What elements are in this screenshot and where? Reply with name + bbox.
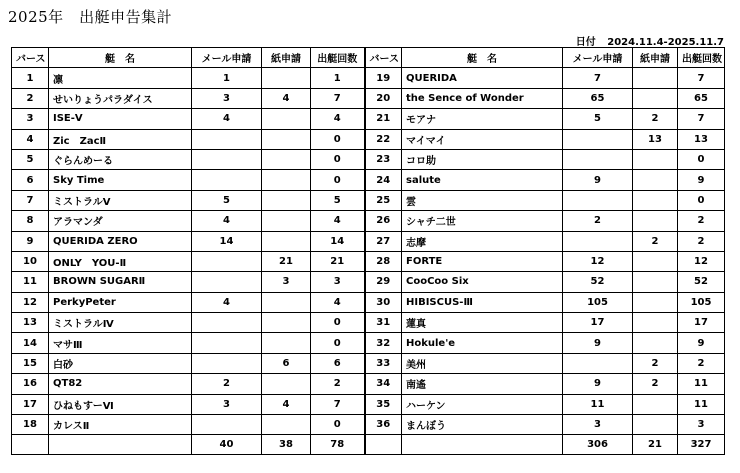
boat-name-cell: 凛 — [49, 68, 192, 88]
totals-row — [12, 435, 725, 455]
total-paper: 38 — [262, 435, 311, 455]
count-cell: 2 — [678, 231, 725, 251]
count-cell: 4 — [311, 292, 365, 312]
boat-name-cell: ミストラルⅤ — [49, 190, 192, 210]
berth-cell: 26 — [365, 211, 402, 231]
email-cell — [192, 149, 262, 169]
berth-cell: 22 — [365, 129, 402, 149]
paper-cell — [633, 292, 678, 312]
berth-cell: 32 — [365, 333, 402, 353]
paper-cell — [262, 190, 311, 210]
berth-cell: 16 — [12, 374, 49, 394]
table-row — [12, 374, 725, 394]
count-cell: 12 — [678, 251, 725, 271]
paper-cell — [262, 68, 311, 88]
email-cell: 5 — [192, 190, 262, 210]
boat-name-cell: PerkyPeter — [49, 292, 192, 312]
berth-cell: 3 — [12, 109, 49, 129]
count-cell: 7 — [678, 68, 725, 88]
boat-name-cell: まんぼう — [402, 415, 563, 435]
header-berth: バース — [12, 48, 49, 68]
count-cell: 2 — [678, 211, 725, 231]
boat-name-cell: せいりょうパラダイス — [49, 88, 192, 108]
paper-cell: 3 — [262, 272, 311, 292]
count-cell: 3 — [311, 272, 365, 292]
email-cell: 1 — [192, 68, 262, 88]
email-cell: 5 — [563, 109, 633, 129]
header-berth: バース — [365, 48, 402, 68]
email-cell — [192, 415, 262, 435]
table-row — [12, 251, 725, 271]
boat-name-cell: アラマンダ — [49, 211, 192, 231]
boat-name-cell: Hokule'e — [402, 333, 563, 353]
boat-name-cell: ハーケン — [402, 394, 563, 414]
email-cell: 12 — [563, 251, 633, 271]
boat-name-cell: カレスⅡ — [49, 415, 192, 435]
boat-name-cell: Zic ZacⅡ — [49, 129, 192, 149]
header-count: 出艇回数 — [311, 48, 365, 68]
boat-name-cell: 美州 — [402, 353, 563, 373]
count-cell: 0 — [311, 170, 365, 190]
berth-cell: 13 — [12, 313, 49, 333]
email-cell: 3 — [192, 394, 262, 414]
boat-name-cell: the Sence of Wonder — [402, 88, 563, 108]
email-cell — [563, 231, 633, 251]
count-cell: 11 — [678, 394, 725, 414]
boat-name-cell: モアナ — [402, 109, 563, 129]
berth-cell: 27 — [365, 231, 402, 251]
boat-name-cell: HIBISCUS-Ⅲ — [402, 292, 563, 312]
berth-cell: 6 — [12, 170, 49, 190]
paper-cell — [262, 129, 311, 149]
boat-name-cell: CooCoo Six — [402, 272, 563, 292]
paper-cell — [633, 394, 678, 414]
boat-name-cell: コロ助 — [402, 149, 563, 169]
berth-cell: 9 — [12, 231, 49, 251]
count-cell: 0 — [311, 129, 365, 149]
header-boat-name: 艇 名 — [402, 48, 563, 68]
boat-name-cell: シャチ二世 — [402, 211, 563, 231]
header-email: メール申請 — [563, 48, 633, 68]
email-cell: 65 — [563, 88, 633, 108]
email-cell: 9 — [563, 333, 633, 353]
email-cell — [563, 190, 633, 210]
email-cell: 17 — [563, 313, 633, 333]
email-cell: 9 — [563, 170, 633, 190]
berth-cell: 23 — [365, 149, 402, 169]
berth-cell: 7 — [12, 190, 49, 210]
email-cell — [192, 170, 262, 190]
email-cell: 4 — [192, 109, 262, 129]
email-cell — [192, 333, 262, 353]
boat-name-cell: BROWN SUGARⅡ — [49, 272, 192, 292]
total-email: 40 — [192, 435, 262, 455]
count-cell: 65 — [678, 88, 725, 108]
page-title: 2025年 出艇申告集計 — [8, 8, 173, 26]
boat-name-cell: 白砂 — [49, 353, 192, 373]
email-cell: 3 — [563, 415, 633, 435]
total-email: 306 — [563, 435, 633, 455]
berth-cell: 28 — [365, 251, 402, 271]
count-cell: 7 — [311, 394, 365, 414]
table-row — [12, 272, 725, 292]
email-cell — [192, 313, 262, 333]
berth-cell: 1 — [12, 68, 49, 88]
boat-name-cell: FORTE — [402, 251, 563, 271]
email-cell: 52 — [563, 272, 633, 292]
count-cell: 0 — [311, 415, 365, 435]
berth-cell: 36 — [365, 415, 402, 435]
paper-cell — [262, 333, 311, 353]
count-cell: 5 — [311, 190, 365, 210]
paper-cell — [633, 170, 678, 190]
totals-spacer — [49, 435, 192, 455]
paper-cell — [633, 415, 678, 435]
launch-report-table — [11, 47, 725, 455]
total-count: 78 — [311, 435, 365, 455]
paper-cell — [633, 211, 678, 231]
berth-cell: 4 — [12, 129, 49, 149]
count-cell: 52 — [678, 272, 725, 292]
berth-cell: 30 — [365, 292, 402, 312]
boat-name-cell: ONLY YOU-Ⅱ — [49, 251, 192, 271]
count-cell: 9 — [678, 170, 725, 190]
table-row — [12, 190, 725, 210]
paper-cell — [262, 231, 311, 251]
count-cell: 105 — [678, 292, 725, 312]
count-cell: 4 — [311, 109, 365, 129]
paper-cell — [633, 272, 678, 292]
paper-cell — [633, 149, 678, 169]
total-count: 327 — [678, 435, 725, 455]
berth-cell: 33 — [365, 353, 402, 373]
table-row — [12, 129, 725, 149]
paper-cell: 2 — [633, 353, 678, 373]
table-row — [12, 68, 725, 88]
berth-cell: 17 — [12, 394, 49, 414]
totals-spacer — [402, 435, 563, 455]
header-row — [12, 48, 725, 68]
count-cell: 14 — [311, 231, 365, 251]
table-row — [12, 394, 725, 414]
table-row — [12, 353, 725, 373]
boat-name-cell: QUERIDA ZERO — [49, 231, 192, 251]
email-cell — [563, 129, 633, 149]
boat-name-cell: Sky Time — [49, 170, 192, 190]
berth-cell: 2 — [12, 88, 49, 108]
email-cell: 7 — [563, 68, 633, 88]
berth-cell: 20 — [365, 88, 402, 108]
berth-cell: 5 — [12, 149, 49, 169]
berth-cell: 12 — [12, 292, 49, 312]
berth-cell: 24 — [365, 170, 402, 190]
date-range-value: 2024.11.4-2025.11.7 — [607, 37, 724, 48]
header-paper: 紙申請 — [633, 48, 678, 68]
count-cell: 2 — [678, 353, 725, 373]
count-cell: 0 — [311, 313, 365, 333]
paper-cell — [633, 333, 678, 353]
header-email: メール申請 — [192, 48, 262, 68]
header-boat-name: 艇 名 — [49, 48, 192, 68]
email-cell — [192, 129, 262, 149]
boat-name-cell: 志摩 — [402, 231, 563, 251]
paper-cell: 21 — [262, 251, 311, 271]
boat-name-cell: ひねもすーⅥ — [49, 394, 192, 414]
email-cell — [563, 149, 633, 169]
table-row — [12, 149, 725, 169]
boat-name-cell: ぐらんめーる — [49, 149, 192, 169]
count-cell: 7 — [678, 109, 725, 129]
boat-name-cell: マイマイ — [402, 129, 563, 149]
count-cell: 13 — [678, 129, 725, 149]
berth-cell: 15 — [12, 353, 49, 373]
paper-cell — [262, 313, 311, 333]
paper-cell — [262, 415, 311, 435]
count-cell: 11 — [678, 374, 725, 394]
table-row — [12, 333, 725, 353]
berth-cell: 10 — [12, 251, 49, 271]
berth-cell: 19 — [365, 68, 402, 88]
date-label: 日付 — [575, 37, 596, 48]
count-cell: 1 — [311, 68, 365, 88]
berth-cell: 35 — [365, 394, 402, 414]
count-cell: 3 — [678, 415, 725, 435]
berth-cell: 18 — [12, 415, 49, 435]
count-cell: 4 — [311, 211, 365, 231]
paper-cell: 2 — [633, 231, 678, 251]
count-cell: 0 — [311, 149, 365, 169]
boat-name-cell: 蓮真 — [402, 313, 563, 333]
boat-name-cell: 南遙 — [402, 374, 563, 394]
table-row — [12, 292, 725, 312]
boat-name-cell: ISE-Ⅴ — [49, 109, 192, 129]
boat-name-cell: 雲 — [402, 190, 563, 210]
paper-cell — [633, 68, 678, 88]
paper-cell: 13 — [633, 129, 678, 149]
table-row — [12, 231, 725, 251]
email-cell — [192, 272, 262, 292]
paper-cell — [262, 149, 311, 169]
email-cell: 105 — [563, 292, 633, 312]
boat-name-cell: QT82 — [49, 374, 192, 394]
count-cell: 21 — [311, 251, 365, 271]
berth-cell: 21 — [365, 109, 402, 129]
boat-name-cell: QUERIDA — [402, 68, 563, 88]
paper-cell — [262, 170, 311, 190]
email-cell: 9 — [563, 374, 633, 394]
berth-cell: 11 — [12, 272, 49, 292]
berth-cell: 29 — [365, 272, 402, 292]
email-cell — [563, 353, 633, 373]
count-cell: 0 — [678, 149, 725, 169]
paper-cell: 2 — [633, 374, 678, 394]
header-count: 出艇回数 — [678, 48, 725, 68]
total-paper: 21 — [633, 435, 678, 455]
paper-cell — [633, 190, 678, 210]
count-cell: 6 — [311, 353, 365, 373]
email-cell: 2 — [192, 374, 262, 394]
count-cell: 7 — [311, 88, 365, 108]
berth-cell: 31 — [365, 313, 402, 333]
berth-cell: 34 — [365, 374, 402, 394]
berth-cell: 25 — [365, 190, 402, 210]
table-row — [12, 211, 725, 231]
boat-name-cell: salute — [402, 170, 563, 190]
count-cell: 17 — [678, 313, 725, 333]
count-cell: 0 — [311, 333, 365, 353]
email-cell: 14 — [192, 231, 262, 251]
totals-spacer — [365, 435, 402, 455]
header-paper: 紙申請 — [262, 48, 311, 68]
count-cell: 9 — [678, 333, 725, 353]
totals-spacer — [12, 435, 49, 455]
berth-cell: 8 — [12, 211, 49, 231]
berth-cell: 14 — [12, 333, 49, 353]
table-row — [12, 313, 725, 333]
boat-name-cell: ミストラルⅣ — [49, 313, 192, 333]
count-cell: 2 — [311, 374, 365, 394]
email-cell — [192, 353, 262, 373]
paper-cell — [633, 88, 678, 108]
paper-cell — [262, 292, 311, 312]
paper-cell — [262, 109, 311, 129]
table-row — [12, 170, 725, 190]
table-row — [12, 109, 725, 129]
paper-cell: 4 — [262, 394, 311, 414]
boat-name-cell: マサⅢ — [49, 333, 192, 353]
email-cell: 4 — [192, 292, 262, 312]
email-cell: 11 — [563, 394, 633, 414]
email-cell: 4 — [192, 211, 262, 231]
paper-cell — [262, 211, 311, 231]
table-row — [12, 88, 725, 108]
paper-cell — [633, 251, 678, 271]
email-cell — [192, 251, 262, 271]
table-row — [12, 415, 725, 435]
email-cell: 3 — [192, 88, 262, 108]
paper-cell: 6 — [262, 353, 311, 373]
date-range — [576, 33, 724, 48]
paper-cell: 2 — [633, 109, 678, 129]
paper-cell — [633, 313, 678, 333]
count-cell: 0 — [678, 190, 725, 210]
paper-cell: 4 — [262, 88, 311, 108]
paper-cell — [262, 374, 311, 394]
email-cell: 2 — [563, 211, 633, 231]
